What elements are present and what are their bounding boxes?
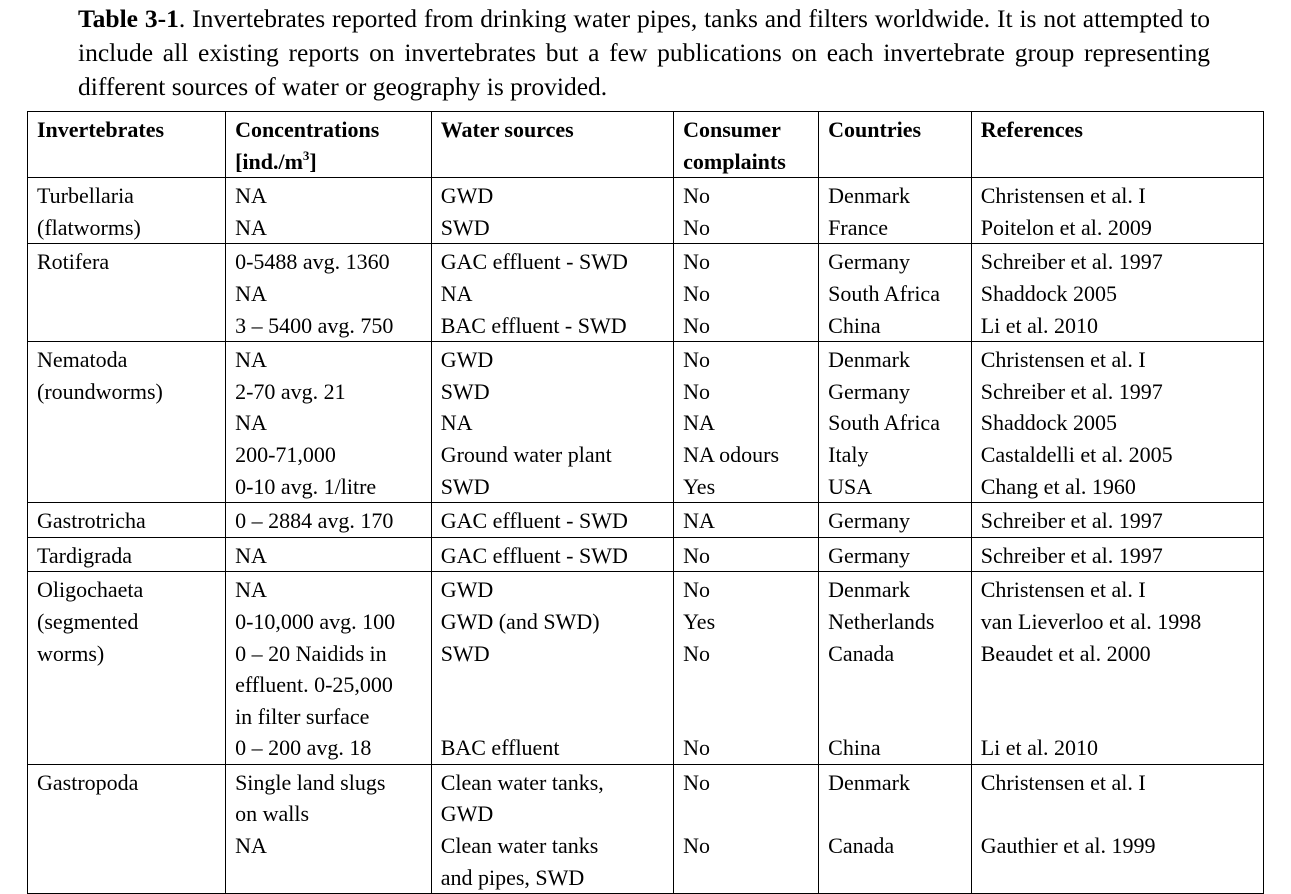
concentration-line: 0-10 avg. 1/litre xyxy=(235,473,377,499)
invertebrate-group-line: (flatworms) xyxy=(37,214,141,240)
source-cell xyxy=(431,178,673,244)
country-line xyxy=(828,862,963,894)
header-concentrations-unit: [ind./m xyxy=(235,148,303,174)
country-cell xyxy=(819,342,972,503)
country-cell xyxy=(819,764,972,893)
country-line: China xyxy=(828,312,881,338)
ref-cell xyxy=(971,572,1263,765)
concentration-line: NA xyxy=(235,280,267,306)
country-line: China xyxy=(828,735,881,761)
reference-line xyxy=(981,701,1255,733)
country-line: Germany xyxy=(828,249,910,275)
consumer-complaint-line: NA xyxy=(683,410,715,436)
country-line: Denmark xyxy=(828,183,910,209)
header-consumer-complaints xyxy=(674,112,819,178)
ref-cell xyxy=(971,537,1263,572)
complaints-cell xyxy=(674,178,819,244)
water-source-line: Clean water tanks xyxy=(440,833,599,859)
complaints-cell xyxy=(674,244,819,342)
invertebrate-group-line xyxy=(37,471,217,503)
reference-line: Li et al. 2010 xyxy=(980,735,1099,761)
consumer-complaint-line: No xyxy=(683,542,711,568)
group-cell xyxy=(28,342,226,503)
conc-cell xyxy=(226,572,432,765)
water-source-line: NA xyxy=(440,280,473,306)
invertebrate-group-line xyxy=(37,407,217,439)
header-concentrations-line1: Concentrations xyxy=(235,117,380,142)
invertebrate-group-line: Tardigrada xyxy=(37,542,132,568)
header-invertebrates xyxy=(28,112,226,178)
header-consumer-complaints-line2: complaints xyxy=(683,148,786,174)
consumer-complaint-line: No xyxy=(683,833,711,859)
header-consumer-complaints-line1: Consumer xyxy=(683,117,781,142)
concentration-line: NA xyxy=(235,577,267,603)
header-concentrations xyxy=(226,112,432,178)
consumer-complaint-line: No xyxy=(683,735,711,761)
concentration-line: Single land slugs xyxy=(235,769,386,795)
invertebrate-group-line xyxy=(37,669,217,701)
reference-line: Christensen et al. I xyxy=(980,183,1146,209)
country-line: Italy xyxy=(828,441,869,467)
source-cell xyxy=(431,572,673,765)
water-source-line: GWD xyxy=(440,347,494,373)
reference-line: Beaudet et al. 2000 xyxy=(980,640,1151,666)
concentration-line: NA xyxy=(235,542,267,568)
country-line: Canada xyxy=(828,640,895,666)
concentration-line: NA xyxy=(235,833,267,859)
concentration-line: in filter surface xyxy=(235,703,370,729)
concentration-line xyxy=(235,862,423,894)
water-source-line: NA xyxy=(440,410,473,436)
complaints-cell xyxy=(674,342,819,503)
water-source-line: GAC effluent - SWD xyxy=(440,508,628,534)
source-cell xyxy=(431,764,673,893)
header-water-sources-label: Water sources xyxy=(440,117,574,142)
water-source-line: GWD xyxy=(440,183,494,209)
concentration-line: NA xyxy=(235,347,267,373)
invertebrate-group-line xyxy=(37,862,217,894)
water-source-line: GAC effluent - SWD xyxy=(440,249,628,275)
country-line: Germany xyxy=(828,508,910,534)
source-cell xyxy=(431,503,673,538)
ref-cell xyxy=(971,764,1263,893)
conc-cell xyxy=(226,503,432,538)
reference-line xyxy=(981,862,1255,894)
table-row xyxy=(28,537,1264,572)
consumer-complaint-line xyxy=(683,669,810,701)
water-source-line: BAC effluent - SWD xyxy=(440,312,627,338)
concentration-line: effluent. 0-25,000 xyxy=(235,672,393,698)
table-row xyxy=(28,244,1264,342)
country-line: USA xyxy=(828,473,873,499)
table-row xyxy=(28,342,1264,503)
consumer-complaint-line: Yes xyxy=(683,473,716,499)
country-line xyxy=(828,798,963,830)
country-line: Canada xyxy=(828,833,895,859)
caption-text: . Invertebrates reported from drinking water pipes, tanks and filters worldwide. It is not attempted to include all existing reports on invertebrates but a few publications on each invertebrate group representing different sources of water or geography is provided. xyxy=(78,4,1210,101)
consumer-complaint-line xyxy=(683,862,810,894)
country-line: Netherlands xyxy=(828,608,935,634)
reference-line: Christensen et al. I xyxy=(980,577,1146,603)
invertebrate-group-line: Turbellaria xyxy=(37,183,134,209)
invertebrate-group-line: (roundworms) xyxy=(37,378,163,404)
group-cell xyxy=(28,764,226,893)
water-source-line: and pipes, SWD xyxy=(440,864,585,890)
water-source-line xyxy=(441,701,665,733)
reference-line xyxy=(981,669,1255,701)
water-source-line xyxy=(441,669,665,701)
water-source-line: Clean water tanks, xyxy=(440,769,604,795)
concentration-line: NA xyxy=(235,410,267,436)
invertebrate-group-line xyxy=(37,310,217,342)
complaints-cell xyxy=(674,503,819,538)
reference-line: Chang et al. 1960 xyxy=(980,473,1136,499)
water-source-line: SWD xyxy=(440,640,490,666)
water-source-line: GWD xyxy=(440,577,494,603)
invertebrate-group-line: Rotifera xyxy=(37,249,110,275)
consumer-complaint-line: No xyxy=(683,280,711,306)
reference-line xyxy=(981,798,1255,830)
water-source-line: Ground water plant xyxy=(440,441,612,467)
country-line: Denmark xyxy=(828,769,910,795)
source-cell xyxy=(431,244,673,342)
table-row xyxy=(28,764,1264,893)
invertebrate-group-line: Oligochaeta xyxy=(37,577,144,603)
concentration-line: 2-70 avg. 21 xyxy=(235,378,346,404)
consumer-complaint-line: NA xyxy=(683,508,715,534)
complaints-cell xyxy=(674,537,819,572)
table-caption xyxy=(78,2,1210,104)
complaints-cell xyxy=(674,572,819,765)
country-line xyxy=(828,669,963,701)
group-cell xyxy=(28,244,226,342)
header-countries-label: Countries xyxy=(828,117,922,142)
invertebrate-group-line: Gastropoda xyxy=(37,769,139,795)
concentration-line: 0 – 20 Naidids in xyxy=(235,640,387,666)
water-source-line: BAC effluent xyxy=(440,735,560,761)
country-cell xyxy=(819,503,972,538)
consumer-complaint-line: No xyxy=(683,378,711,404)
country-line: South Africa xyxy=(828,280,940,306)
reference-line: Schreiber et al. 1997 xyxy=(980,508,1163,534)
header-concentrations-superscript: 3 xyxy=(302,147,310,163)
header-concentrations-bracket: ] xyxy=(309,148,317,174)
consumer-complaint-line: No xyxy=(683,640,711,666)
group-cell xyxy=(28,178,226,244)
ref-cell xyxy=(971,503,1263,538)
invertebrate-group-line: (segmented xyxy=(37,608,139,634)
table-header-row xyxy=(28,112,1264,178)
invertebrate-group-line xyxy=(37,278,217,310)
invertebrate-group-line xyxy=(37,439,217,471)
consumer-complaint-line: Yes xyxy=(683,608,716,634)
conc-cell xyxy=(226,537,432,572)
conc-cell xyxy=(226,178,432,244)
reference-line: Schreiber et al. 1997 xyxy=(980,249,1163,275)
consumer-complaint-line: No xyxy=(683,577,711,603)
reference-line: Christensen et al. I xyxy=(980,347,1146,373)
invertebrate-group-line xyxy=(37,830,217,862)
table-row xyxy=(28,572,1264,765)
invertebrate-group-line xyxy=(37,701,217,733)
header-countries xyxy=(819,112,972,178)
ref-cell xyxy=(971,178,1263,244)
header-references xyxy=(971,112,1263,178)
reference-line: Schreiber et al. 1997 xyxy=(980,378,1163,404)
reference-line: Castaldelli et al. 2005 xyxy=(980,441,1173,467)
water-source-line: GWD (and SWD) xyxy=(440,608,600,634)
header-concentrations-line2 xyxy=(235,146,423,178)
concentration-line: NA xyxy=(235,214,267,240)
country-line: Denmark xyxy=(828,347,910,373)
table-row xyxy=(28,178,1264,244)
invertebrate-group-line: worms) xyxy=(37,640,105,666)
group-cell xyxy=(28,572,226,765)
concentration-line: 0-5488 avg. 1360 xyxy=(235,249,390,275)
source-cell xyxy=(431,537,673,572)
concentration-line: 0-10,000 avg. 100 xyxy=(235,608,396,634)
country-line: Germany xyxy=(828,542,910,568)
reference-line: Christensen et al. I xyxy=(980,769,1146,795)
water-source-line: SWD xyxy=(440,214,490,240)
complaints-cell xyxy=(674,764,819,893)
country-line: France xyxy=(828,214,888,240)
invertebrate-group-line: Gastrotricha xyxy=(37,508,146,534)
reference-line: Gauthier et al. 1999 xyxy=(980,833,1156,859)
water-source-line: SWD xyxy=(440,473,490,499)
consumer-complaint-line: NA odours xyxy=(683,441,780,467)
consumer-complaint-line: No xyxy=(683,183,711,209)
country-cell xyxy=(819,244,972,342)
country-cell xyxy=(819,537,972,572)
concentration-line: 3 – 5400 avg. 750 xyxy=(235,312,394,338)
reference-line: Poitelon et al. 2009 xyxy=(980,214,1152,240)
table-row xyxy=(28,503,1264,538)
country-cell xyxy=(819,572,972,765)
country-line: South Africa xyxy=(828,410,940,436)
concentration-line: on walls xyxy=(235,801,310,827)
concentration-line: 0 – 2884 avg. 170 xyxy=(235,508,394,534)
invertebrate-group-line: Nematoda xyxy=(37,347,128,373)
table-body xyxy=(28,178,1264,894)
concentration-line: 0 – 200 avg. 18 xyxy=(235,735,372,761)
consumer-complaint-line: No xyxy=(683,214,711,240)
consumer-complaint-line: No xyxy=(683,347,711,373)
source-cell xyxy=(431,342,673,503)
concentration-line: 200-71,000 xyxy=(235,441,336,467)
ref-cell xyxy=(971,244,1263,342)
consumer-complaint-line xyxy=(683,798,810,830)
reference-line: Li et al. 2010 xyxy=(980,312,1099,338)
header-water-sources xyxy=(431,112,673,178)
group-cell xyxy=(28,503,226,538)
country-cell xyxy=(819,178,972,244)
consumer-complaint-line: No xyxy=(683,249,711,275)
reference-line: Shaddock 2005 xyxy=(980,410,1117,436)
country-line: Germany xyxy=(828,378,910,404)
consumer-complaint-line: No xyxy=(683,769,711,795)
water-source-line: SWD xyxy=(440,378,490,404)
conc-cell xyxy=(226,342,432,503)
reference-line: Schreiber et al. 1997 xyxy=(980,542,1163,568)
consumer-complaint-line: No xyxy=(683,312,711,338)
invertebrate-group-line xyxy=(37,798,217,830)
invertebrate-group-line xyxy=(37,732,217,764)
ref-cell xyxy=(971,342,1263,503)
water-source-line: GWD xyxy=(440,801,494,827)
reference-line: Shaddock 2005 xyxy=(980,280,1117,306)
concentration-line: NA xyxy=(235,183,267,209)
table-label: Table 3-1 xyxy=(78,4,179,33)
group-cell xyxy=(28,537,226,572)
header-references-label: References xyxy=(980,117,1083,142)
reference-line: van Lieverloo et al. 1998 xyxy=(980,608,1202,634)
invertebrates-table xyxy=(27,111,1264,894)
country-line: Denmark xyxy=(828,577,910,603)
consumer-complaint-line xyxy=(683,701,810,733)
water-source-line: GAC effluent - SWD xyxy=(440,542,628,568)
conc-cell xyxy=(226,764,432,893)
header-invertebrates-label: Invertebrates xyxy=(37,117,165,142)
country-line xyxy=(828,701,963,733)
conc-cell xyxy=(226,244,432,342)
